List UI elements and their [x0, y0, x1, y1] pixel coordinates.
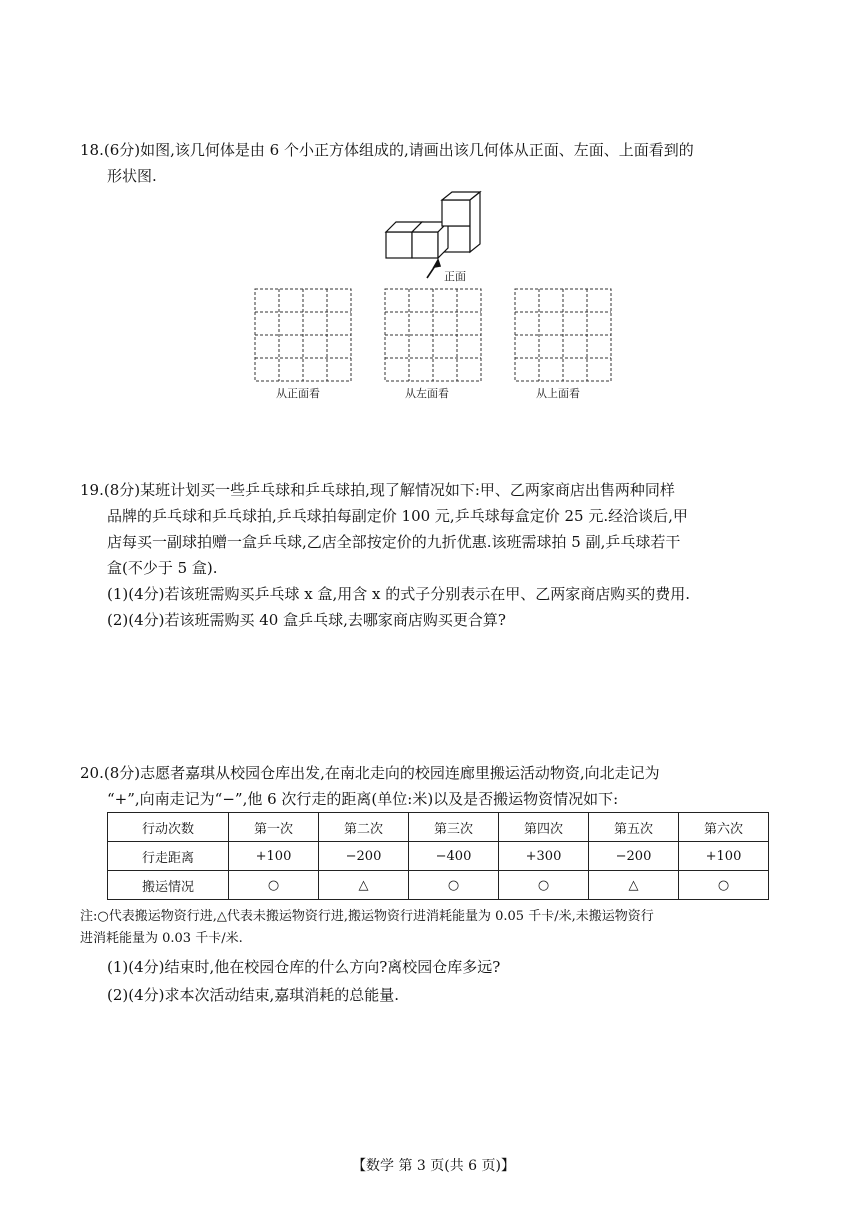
table-cell: 搬运情况 — [108, 871, 229, 900]
cube-figure — [380, 188, 490, 283]
table-row-distance — [108, 842, 769, 871]
q20-note-line-1: 注:○代表搬运物资行进,△代表未搬运物资行进,搬运物资行进消耗能量为 0.05 千卡/米,未搬运物资行 — [80, 909, 654, 924]
table-row-carry — [108, 871, 769, 900]
table-cell: 行走距离 — [108, 842, 229, 871]
table-cell: ○ — [229, 871, 319, 900]
q19-line-2: 品牌的乒乓球和乒乓球拍,乒乓球拍每副定价 100 元,乒乓球每盒定价 25 元.经洽谈后,甲 — [107, 507, 688, 525]
grid-label-top: 从上面看 — [536, 387, 580, 400]
grid-top-view — [514, 288, 612, 382]
q19-sub-2: (2)(4分)若该班需购买 40 盒乒乓球,去哪家商店购买更合算? — [107, 611, 506, 629]
table-cell: △ — [589, 871, 679, 900]
table-cell: △ — [319, 871, 409, 900]
q18-text-2: 形状图. — [107, 167, 157, 185]
q19-line-4: 盒(不少于 5 盒). — [107, 559, 218, 577]
q20-note — [80, 906, 790, 950]
table-cell: +300 — [499, 842, 589, 871]
q18-text: 18.(6分)如图,该几何体是由 6 个小正方体组成的,请画出该几何体从正面、左面、上面看到的 — [80, 141, 694, 159]
table-cell: +100 — [229, 842, 319, 871]
table-cell: 第五次 — [589, 813, 679, 842]
grid-front-view — [254, 288, 352, 382]
table-cell: ○ — [409, 871, 499, 900]
table-cell: −200 — [589, 842, 679, 871]
table-row-header — [108, 813, 769, 842]
grid-label-left: 从左面看 — [405, 387, 449, 400]
q20-note-line-2: 进消耗能量为 0.03 千卡/米. — [80, 931, 243, 946]
question-18 — [80, 137, 790, 189]
q19-line-1: 19.(8分)某班计划买一些乒乓球和乒乓球拍,现了解情况如下:甲、乙两家商店出售两种同样 — [80, 481, 675, 499]
table-cell: 第三次 — [409, 813, 499, 842]
q19-sub-1: (1)(4分)若该班需购买乒乓球 x 盒,用含 x 的式子分别表示在甲、乙两家商店购买的费用. — [107, 585, 691, 603]
front-label: 正面 — [444, 270, 466, 283]
question-20 — [80, 760, 790, 812]
movement-table — [107, 812, 769, 900]
q20-line-1: 20.(8分)志愿者嘉琪从校园仓库出发,在南北走向的校园连廊里搬运活动物资,向北走记为 — [80, 764, 660, 782]
grid-left-view — [384, 288, 482, 382]
q19-line-3: 店每买一副球拍赠一盒乒乓球,乙店全部按定价的九折优惠.该班需球拍 5 副,乒乓球若干 — [107, 533, 681, 551]
page-footer: 【数学 第 3 页(共 6 页)】 — [352, 1158, 515, 1174]
table-cell: ○ — [679, 871, 769, 900]
table-cell: −200 — [319, 842, 409, 871]
question-19 — [80, 477, 790, 633]
grid-label-front: 从正面看 — [276, 387, 320, 400]
table-cell: 第六次 — [679, 813, 769, 842]
q20-line-2: “+”,向南走记为“−”,他 6 次行走的距离(单位:米)以及是否搬运物资情况如下: — [107, 790, 619, 808]
table-cell: 第一次 — [229, 813, 319, 842]
table-cell: +100 — [679, 842, 769, 871]
table-cell: 第四次 — [499, 813, 589, 842]
q20-sub-2: (2)(4分)求本次活动结束,嘉琪消耗的总能量. — [107, 986, 400, 1004]
table-cell: 第二次 — [319, 813, 409, 842]
table-cell: −400 — [409, 842, 499, 871]
q20-subquestions — [107, 953, 500, 1009]
q20-sub-1: (1)(4分)结束时,他在校园仓库的什么方向?离校园仓库多远? — [107, 958, 501, 976]
table-cell: 行动次数 — [108, 813, 229, 842]
table-cell: ○ — [499, 871, 589, 900]
